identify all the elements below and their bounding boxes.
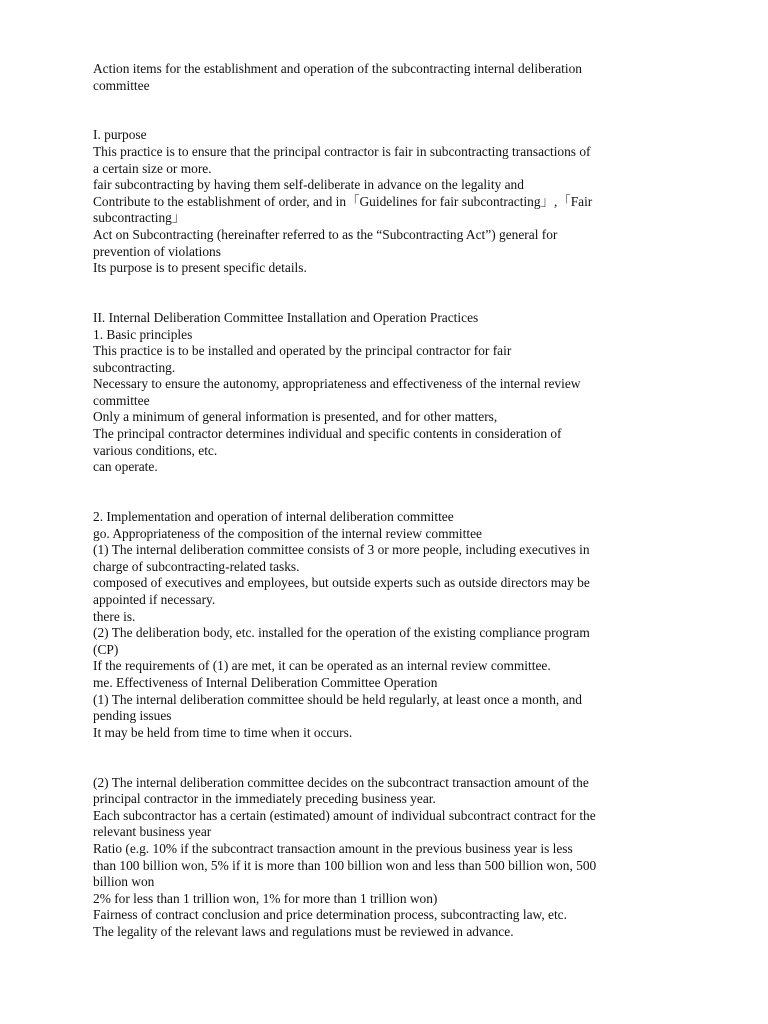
paragraph-line: there is. — [93, 608, 136, 624]
document-page — [93, 61, 683, 940]
paragraph-line: various conditions, etc. — [93, 442, 218, 458]
paragraph-line: go. Appropriateness of the composition of the internal review committee — [93, 525, 482, 541]
spacer — [93, 741, 683, 774]
paragraph-line: This practice is to ensure that the principal contractor is fair in subcontracting transactions of — [93, 143, 591, 159]
paragraph-line: appointed if necessary. — [93, 592, 216, 607]
paragraph-line: The principal contractor determines individual and specific contents in consideration of — [93, 426, 562, 442]
paragraph-line: Necessary to ensure the autonomy, appropriateness and effectiveness of the internal review — [93, 376, 581, 392]
paragraph-line: a certain size or more. — [93, 160, 212, 176]
paragraph-line: 1. Basic principles — [93, 326, 193, 342]
section-purpose — [93, 127, 683, 276]
paragraph-line: relevant business year — [93, 824, 212, 840]
paragraph-line: The legality of the relevant laws and regulations must be reviewed in advance. — [93, 923, 514, 939]
section-heading: I. purpose — [93, 127, 147, 143]
section-practices — [93, 310, 683, 476]
paragraph-line: subcontracting」 — [93, 210, 186, 226]
paragraph-line: Each subcontractor has a certain (estimated) amount of individual subcontract contract for the — [93, 807, 596, 823]
paragraph-line: billion won — [93, 874, 155, 890]
title-line: Action items for the establishment and operation of the subcontracting internal deliberation — [93, 61, 582, 76]
title-line: committee — [93, 77, 150, 93]
section-effectiveness — [93, 775, 683, 941]
paragraph-line: prevention of violations — [93, 243, 221, 259]
paragraph-line: subcontracting. — [93, 359, 176, 375]
paragraph-line: 2. Implementation and operation of internal deliberation committee — [93, 509, 454, 525]
paragraph-line: me. Effectiveness of Internal Deliberation Committee Operation — [93, 674, 438, 690]
paragraph-line: Ratio (e.g. 10% if the subcontract transaction amount in the previous business year is less — [93, 840, 573, 856]
paragraph-line: composed of executives and employees, but outside experts such as outside directors may be — [93, 575, 590, 591]
section-heading: II. Internal Deliberation Committee Installation and Operation Practices — [93, 309, 479, 325]
paragraph-line: Contribute to the establishment of order, and in「Guidelines for fair subcontracting」,「Fair — [93, 193, 593, 209]
paragraph-line: Act on Subcontracting (hereinafter referred to as the “Subcontracting Act”) general for — [93, 226, 558, 242]
spacer — [93, 476, 683, 509]
paragraph-line: If the requirements of (1) are met, it can be operated as an internal review committee. — [93, 658, 551, 674]
paragraph-line: committee — [93, 392, 150, 408]
document-title — [93, 61, 683, 94]
paragraph-line: charge of subcontracting-related tasks. — [93, 558, 300, 574]
paragraph-line: can operate. — [93, 459, 158, 475]
paragraph-line: (2) The internal deliberation committee decides on the subcontract transaction amount of the — [93, 774, 589, 790]
paragraph-line: than 100 billion won, 5% if it is more than 100 billion won and less than 500 billion won, 500 — [93, 857, 597, 873]
paragraph-line: (1) The internal deliberation committee consists of 3 or more people, including executives in — [93, 542, 590, 558]
paragraph-line: principal contractor in the immediately preceding business year. — [93, 791, 436, 807]
paragraph-line: This practice is to be installed and operated by the principal contractor for fair — [93, 343, 512, 359]
paragraph-line: It may be held from time to time when it occurs. — [93, 724, 353, 740]
spacer — [93, 277, 683, 310]
paragraph-line: (CP) — [93, 641, 119, 657]
paragraph-line: Fairness of contract conclusion and price determination process, subcontracting law, etc. — [93, 907, 567, 923]
paragraph-line: 2% for less than 1 trillion won, 1% for more than 1 trillion won) — [93, 890, 438, 906]
paragraph-line: fair subcontracting by having them self-deliberate in advance on the legality and — [93, 177, 524, 193]
paragraph-line: (1) The internal deliberation committee should be held regularly, at least once a month, and — [93, 691, 582, 707]
spacer — [93, 94, 683, 127]
paragraph-line: Only a minimum of general information is presented, and for other matters, — [93, 409, 498, 425]
paragraph-line: pending issues — [93, 708, 172, 724]
paragraph-line: (2) The deliberation body, etc. installed for the operation of the existing compliance program — [93, 625, 590, 641]
section-implementation — [93, 509, 683, 741]
paragraph-line: Its purpose is to present specific details. — [93, 260, 307, 276]
